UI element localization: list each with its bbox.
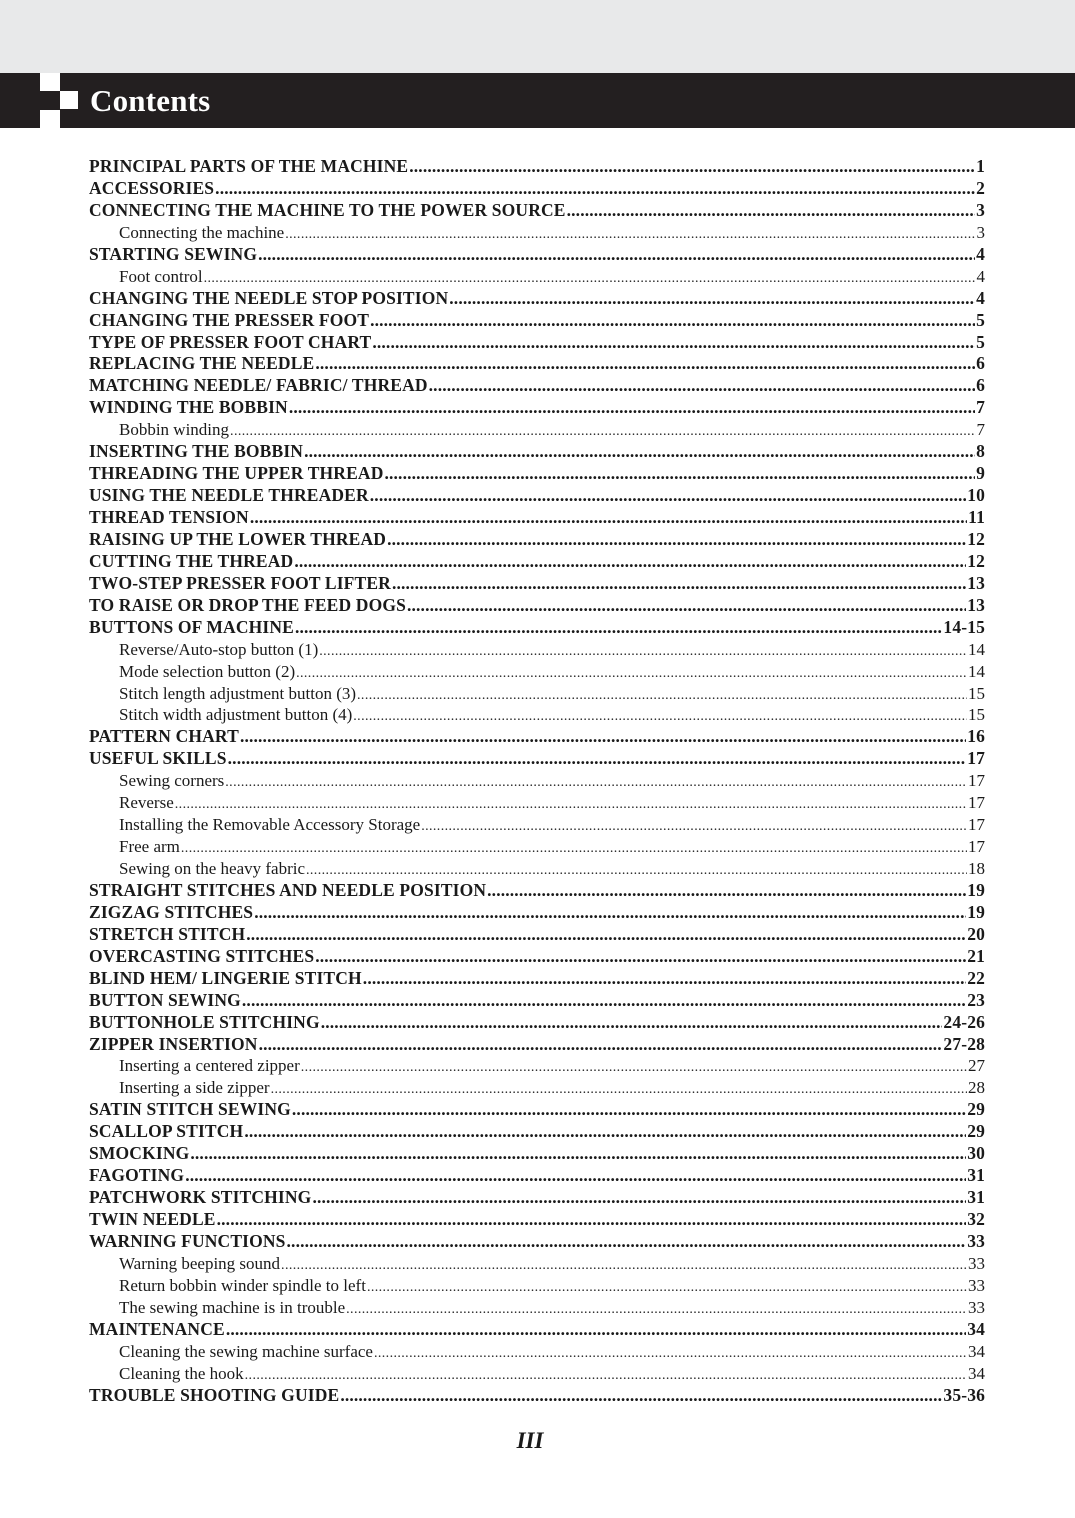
toc-entry-label: TWO-STEP PRESSER FOOT LIFTER [89, 572, 391, 593]
toc-entry[interactable] [89, 573, 985, 595]
toc-entry-page: 20 [967, 923, 985, 944]
toc-entry[interactable] [89, 529, 985, 551]
toc-entry-page: 2 [976, 177, 985, 198]
dot-leader [225, 772, 967, 792]
dot-leader [175, 794, 967, 814]
toc-entry-page: 23 [967, 989, 985, 1010]
toc-entry-label: SCALLOP STITCH [89, 1121, 244, 1142]
toc-entry-label: CONNECTING THE MACHINE TO THE POWER SOURCE [89, 199, 566, 220]
dot-leader [240, 726, 966, 748]
toc-entry[interactable] [89, 200, 985, 222]
toc-entry-label: STRAIGHT STITCHES AND NEEDLE POSITION [89, 879, 487, 900]
dot-leader [230, 421, 975, 441]
toc-entry-label: Foot control [119, 266, 203, 286]
toc-entry[interactable] [89, 1165, 985, 1187]
toc-entry-page: 6 [976, 353, 985, 374]
toc-subentry[interactable] [89, 1363, 985, 1385]
dot-leader [367, 1277, 967, 1297]
toc-subentry[interactable] [89, 1341, 985, 1363]
toc-entry-label: Installing the Removable Accessory Storage [119, 815, 421, 835]
toc-entry-page: 10 [967, 485, 985, 506]
toc-entry-label: Sewing on the heavy fabric [119, 859, 305, 878]
toc-subentry[interactable] [89, 1275, 985, 1297]
dot-leader [281, 1255, 967, 1275]
dot-leader [185, 1165, 966, 1187]
toc-subentry[interactable] [89, 814, 985, 836]
toc-entry[interactable] [89, 968, 985, 990]
toc-entry-page: 18 [968, 859, 985, 878]
toc-entry-page: 14 [968, 661, 985, 681]
toc-entry-page: 22 [967, 967, 985, 988]
dot-leader [258, 244, 975, 266]
toc-entry-label: Warning beeping sound [119, 1253, 281, 1273]
toc-entry-page: 31 [967, 1187, 985, 1208]
dot-leader [242, 990, 966, 1012]
toc-entry[interactable] [89, 375, 985, 397]
dot-leader [245, 1365, 967, 1385]
toc-subentry[interactable] [89, 1297, 985, 1319]
toc-entry[interactable] [89, 1319, 985, 1341]
toc-entry-page: 21 [967, 945, 985, 966]
toc-entry-label: Cleaning the sewing machine surface [119, 1341, 373, 1361]
toc-entry-label: USING THE NEEDLE THREADER [89, 485, 369, 506]
dot-leader [292, 1099, 966, 1121]
toc-entry-page: 33 [968, 1275, 985, 1295]
toc-entry-page: 11 [968, 507, 985, 527]
toc-entry-page: 17 [968, 837, 985, 857]
toc-subentry[interactable] [89, 792, 985, 814]
title-square [40, 110, 60, 128]
toc-entry-page: 33 [967, 1230, 985, 1251]
top-margin-band [0, 0, 1075, 73]
toc-entry[interactable] [89, 1121, 985, 1143]
toc-entry-label: USEFUL SKILLS [89, 748, 227, 769]
toc-entry-page: 4 [976, 287, 985, 308]
toc-entry-label: Reverse/Auto-stop button (1) [119, 639, 319, 659]
toc-entry-page: 27 [968, 1056, 985, 1076]
dot-leader [421, 816, 967, 836]
toc-entry[interactable] [89, 1209, 985, 1231]
toc-entry[interactable] [89, 726, 985, 748]
dot-leader [363, 968, 966, 990]
toc-entry-page: 7 [976, 397, 985, 418]
toc-entry-page: 24-26 [943, 1011, 985, 1032]
dot-leader [374, 1343, 967, 1363]
dot-leader [353, 706, 967, 726]
toc-entry-label: Stitch length adjustment button (3) [119, 683, 357, 703]
toc-entry[interactable] [89, 156, 985, 178]
toc-entry-label: Stitch width adjustment button (4) [119, 705, 353, 725]
toc-entry-label: ACCESSORIES [89, 177, 215, 198]
toc-entry-label: TO RAISE OR DROP THE FEED DOGS [89, 594, 406, 615]
toc-entry-label: Mode selection button (2) [119, 661, 296, 681]
toc-entry-label: STRETCH STITCH [89, 923, 246, 944]
toc-entry[interactable] [89, 1034, 985, 1056]
dot-leader [384, 463, 975, 485]
toc-entry-page: 3 [976, 199, 985, 220]
toc-entry-page: 12 [967, 550, 985, 571]
toc-entry-label: MATCHING NEEDLE/ FABRIC/ THREAD [89, 375, 428, 396]
toc-entry-label: Return bobbin winder spindle to left [119, 1275, 366, 1295]
toc-entry-label: CHANGING THE NEEDLE STOP POSITION [89, 287, 449, 308]
toc-entry-label: TYPE OF PRESSER FOOT CHART [89, 331, 372, 352]
dot-leader [289, 397, 975, 419]
toc-entry-page: 34 [968, 1363, 985, 1383]
toc-subentry[interactable] [89, 836, 985, 858]
toc-entry-label: Free arm [119, 837, 180, 857]
title-square [40, 73, 60, 91]
toc-entry-label: Bobbin winding [119, 420, 230, 440]
toc-entry-page: 33 [968, 1297, 985, 1317]
toc-entry-page: 13 [967, 594, 985, 615]
toc-subentry[interactable] [89, 858, 985, 880]
toc-entry-page: 5 [976, 309, 985, 330]
toc-entry-label: ZIGZAG STITCHES [89, 901, 254, 922]
toc-entry[interactable] [89, 353, 985, 375]
toc-entry-label: FAGOTING [89, 1165, 185, 1186]
toc-entry[interactable] [89, 1187, 985, 1209]
toc-entry-page: 6 [976, 375, 985, 396]
toc-entry-page: 32 [967, 1209, 985, 1229]
dot-leader [226, 1319, 966, 1341]
toc-entry[interactable] [89, 990, 985, 1012]
toc-entry[interactable] [89, 924, 985, 946]
toc-entry-label: Inserting a centered zipper [119, 1056, 300, 1076]
toc-entry-page: 4 [976, 266, 985, 286]
toc-subentry[interactable] [89, 266, 985, 288]
toc-entry-page: 17 [968, 815, 985, 835]
dot-leader [315, 946, 966, 968]
toc-entry-label: Reverse [119, 793, 174, 813]
toc-entry[interactable] [89, 310, 985, 332]
toc-entry-label: REPLACING THE NEEDLE [89, 353, 315, 374]
dot-leader [357, 685, 967, 705]
dot-leader [370, 485, 966, 507]
toc-entry-label: CHANGING THE PRESSER FOOT [89, 309, 370, 330]
toc-subentry[interactable] [89, 222, 985, 244]
toc-entry-label: RAISING UP THE LOWER THREAD [89, 528, 387, 549]
dot-leader [254, 902, 966, 924]
toc-entry-label: Cleaning the hook [119, 1363, 244, 1383]
dot-leader [304, 441, 975, 463]
toc-entry-page: 28 [968, 1078, 985, 1098]
dot-leader [312, 1187, 966, 1209]
toc-entry-page: 17 [968, 793, 985, 813]
toc-subentry[interactable] [89, 419, 985, 441]
toc-entry-page: 29 [967, 1121, 985, 1142]
dot-leader [271, 1079, 967, 1099]
toc-entry[interactable] [89, 1231, 985, 1253]
dot-leader [315, 353, 975, 375]
toc-subentry[interactable] [89, 1077, 985, 1099]
toc-entry-page: 13 [967, 572, 985, 593]
toc-entry-page: 30 [967, 1143, 985, 1164]
dot-leader [387, 529, 966, 551]
toc-entry-page: 15 [968, 683, 985, 703]
dot-leader [321, 1012, 943, 1034]
toc-entry-page: 14-15 [943, 616, 985, 637]
toc-entry[interactable] [89, 441, 985, 463]
toc-entry-page: 34 [968, 1341, 985, 1361]
toc-entry-label: PATCHWORK STITCHING [89, 1187, 312, 1208]
toc-entry-page: 33 [968, 1253, 985, 1273]
toc-entry[interactable] [89, 1385, 985, 1407]
toc-entry-label: PATTERN CHART [89, 726, 239, 747]
toc-entry-page: 8 [976, 441, 985, 462]
toc-entry[interactable] [89, 485, 985, 507]
toc-subentry[interactable] [89, 683, 985, 705]
toc-entry-page: 27-28 [943, 1033, 985, 1054]
toc-entry-label: PRINCIPAL PARTS OF THE MACHINE [89, 156, 409, 176]
dot-leader [190, 1143, 966, 1165]
toc-subentry[interactable] [89, 1055, 985, 1077]
toc-entry[interactable] [89, 880, 985, 902]
toc-entry-label: CUTTING THE THREAD [89, 550, 294, 571]
toc-entry-label: TROUBLE SHOOTING GUIDE [89, 1384, 340, 1405]
toc-entry-page: 35-36 [943, 1384, 985, 1405]
toc-entry-page: 9 [976, 463, 985, 484]
dot-leader [228, 748, 967, 770]
toc-entry-page: 3 [976, 222, 985, 242]
dot-leader [181, 838, 967, 858]
dot-leader [294, 551, 966, 573]
toc-entry-page: 16 [967, 726, 985, 747]
dot-leader [319, 641, 967, 661]
toc-entry[interactable] [89, 617, 985, 639]
toc-entry[interactable] [89, 332, 985, 354]
toc-entry-page: 29 [967, 1099, 985, 1120]
toc-entry-label: SMOCKING [89, 1143, 190, 1164]
dot-leader [409, 156, 975, 178]
toc-entry-page: 7 [976, 420, 985, 440]
toc-subentry[interactable] [89, 1253, 985, 1275]
dot-leader [306, 860, 967, 880]
dot-leader [217, 1209, 967, 1231]
dot-leader [392, 573, 966, 595]
toc-entry-page: 1 [976, 156, 985, 176]
dot-leader [372, 332, 975, 354]
toc-entry-page: 12 [967, 528, 985, 549]
dot-leader [244, 1121, 966, 1143]
toc-entry-page: 31 [967, 1165, 985, 1186]
toc-entry-page: 19 [967, 901, 985, 922]
table-of-contents [89, 156, 985, 1406]
dot-leader [259, 1034, 943, 1056]
toc-subentry[interactable] [89, 661, 985, 683]
toc-entry-label: Connecting the machine [119, 222, 285, 242]
dot-leader [250, 507, 967, 529]
dot-leader [204, 268, 976, 288]
toc-entry-label: THREAD TENSION [89, 507, 249, 527]
toc-entry-label: BUTTON SEWING [89, 989, 241, 1010]
toc-entry-label: WARNING FUNCTIONS [89, 1230, 286, 1251]
toc-entry-page: 5 [976, 331, 985, 352]
toc-entry[interactable] [89, 902, 985, 924]
title-bar [0, 73, 1075, 128]
toc-entry-label: WINDING THE BOBBIN [89, 397, 288, 418]
dot-leader [449, 288, 975, 310]
toc-entry-page: 34 [967, 1318, 985, 1339]
dot-leader [407, 595, 966, 617]
toc-subentry[interactable] [89, 639, 985, 661]
toc-subentry[interactable] [89, 704, 985, 726]
toc-entry-label: Inserting a side zipper [119, 1078, 270, 1098]
toc-entry-page: 19 [967, 879, 985, 900]
dot-leader [295, 617, 942, 639]
toc-entry[interactable] [89, 946, 985, 968]
toc-entry-page: 17 [967, 748, 985, 769]
dot-leader [301, 1057, 967, 1077]
toc-entry-label: OVERCASTING STITCHES [89, 945, 315, 966]
page-title: Contents [90, 83, 211, 118]
dot-leader [429, 375, 975, 397]
toc-entry[interactable] [89, 595, 985, 617]
toc-entry-label: Sewing corners [119, 771, 225, 791]
toc-entry[interactable] [89, 1012, 985, 1034]
dot-leader [296, 663, 967, 683]
toc-entry-page: 17 [968, 771, 985, 791]
toc-entry-label: SATIN STITCH SEWING [89, 1099, 291, 1120]
dot-leader [287, 1231, 967, 1253]
toc-entry[interactable] [89, 178, 985, 200]
toc-entry-page: 4 [976, 243, 985, 264]
dot-leader [246, 924, 966, 946]
toc-entry-label: STARTING SEWING [89, 243, 258, 264]
toc-entry-page: 15 [968, 705, 985, 725]
dot-leader [340, 1385, 942, 1407]
toc-entry[interactable] [89, 1143, 985, 1165]
dot-leader [346, 1299, 967, 1319]
toc-entry[interactable] [89, 507, 985, 529]
toc-entry-label: INSERTING THE BOBBIN [89, 441, 304, 462]
page-number: III [516, 1428, 544, 1453]
toc-entry-label: ZIPPER INSERTION [89, 1033, 258, 1054]
toc-entry-label: BUTTONS OF MACHINE [89, 616, 294, 637]
dot-leader [285, 224, 975, 244]
toc-entry-label: BUTTONHOLE STITCHING [89, 1011, 320, 1032]
toc-entry-label: THREADING THE UPPER THREAD [89, 463, 384, 484]
title-squares-icon [0, 73, 80, 128]
toc-entry[interactable] [89, 551, 985, 573]
dot-leader [487, 880, 966, 902]
dot-leader [215, 178, 975, 200]
title-square [60, 91, 78, 109]
toc-entry[interactable] [89, 244, 985, 266]
toc-entry-label: BLIND HEM/ LINGERIE STITCH [89, 967, 362, 988]
toc-entry[interactable] [89, 397, 985, 419]
dot-leader [370, 310, 975, 332]
toc-entry[interactable] [89, 463, 985, 485]
toc-entry[interactable] [89, 1099, 985, 1121]
toc-entry-label: TWIN NEEDLE [89, 1209, 216, 1229]
toc-entry[interactable] [89, 288, 985, 310]
toc-entry-page: 14 [968, 639, 985, 659]
toc-entry-label: The sewing machine is in trouble [119, 1297, 346, 1317]
toc-entry[interactable] [89, 748, 985, 770]
toc-entry-label: MAINTENANCE [89, 1318, 225, 1339]
toc-subentry[interactable] [89, 770, 985, 792]
dot-leader [567, 200, 975, 222]
